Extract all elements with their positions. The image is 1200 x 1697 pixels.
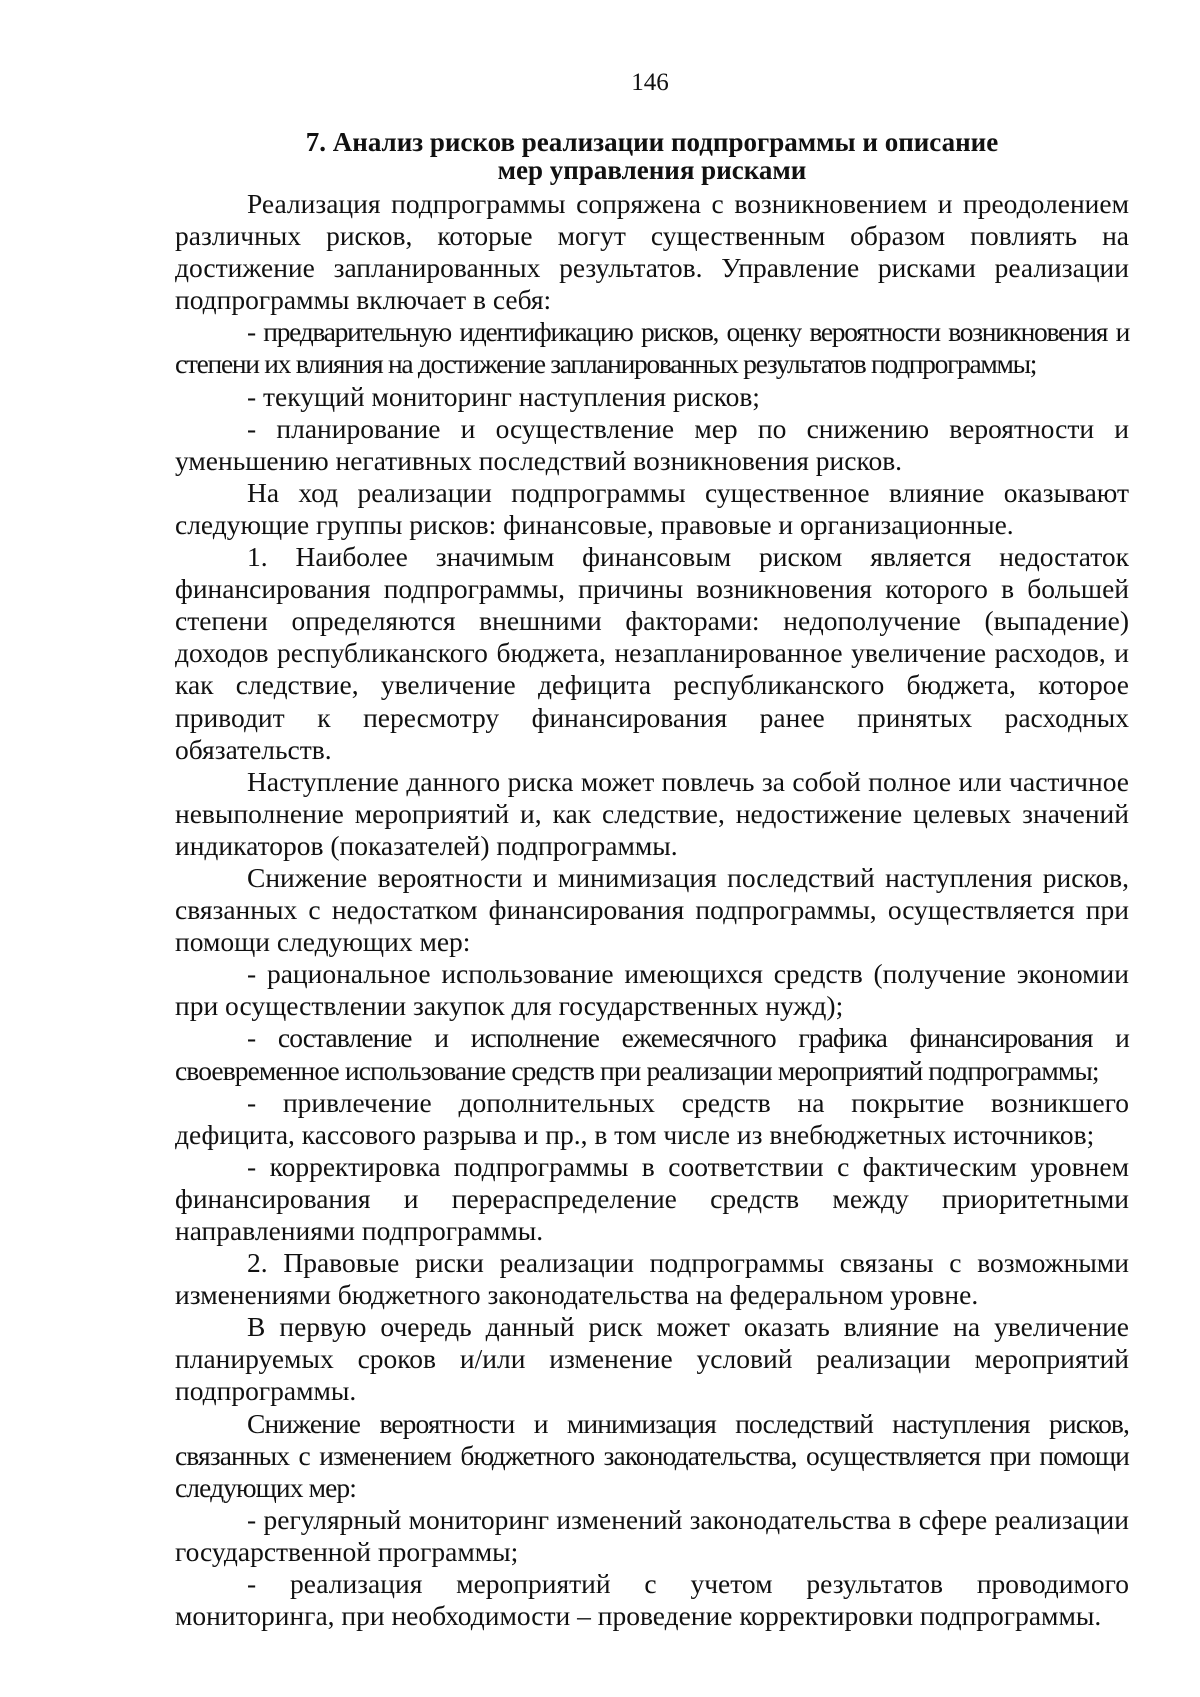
document-body [175, 188, 1129, 1632]
list-item-legal-monitoring: - регулярный мониторинг изменений законодательства в сфере реализации государственной программы; [175, 1503, 1129, 1567]
paragraph-legal-risk: 2. Правовые риски реализации подпрограммы связаны с возможными изменениями бюджетного законодательства на федеральном уровне. [175, 1247, 1129, 1311]
paragraph-legal-measures-intro: Снижение вероятности и минимизация последствий наступления рисков, связанных с изменением бюджетного законодательства, осуществляется при помощи следующих мер: [175, 1407, 1129, 1503]
list-item-implementation-adjustment: - реализация мероприятий с учетом результатов проводимого мониторинга, при необходимости – проведение корректировки подпрограммы. [175, 1568, 1129, 1632]
paragraph-risk-consequences: Наступление данного риска может повлечь за собой полное или частичное невыполнение мероприятий и, как следствие, недостижение целевых значений индикаторов (показателей) подпрограммы. [175, 765, 1129, 861]
list-item-risk-identification: - предварительную идентификацию рисков, оценку вероятности возникновения и степени их влияния на достижение запланированных результатов подпрограммы; [175, 316, 1129, 380]
list-item-additional-funds: - привлечение дополнительных средств на покрытие возникшего дефицита, кассового разрыва и пр., в том числе из внебюджетных источников; [175, 1086, 1129, 1150]
paragraph-financial-risk: 1. Наиболее значимым финансовым риском является недостаток финансирования подпрограммы, причины возникновения которого в большей степени определяются внешними факторами: недополучение (выпадение) доходов республиканского бюджета, незапланированное увеличение расходов, и как следствие, увеличение дефицита республиканского бюджета, которое приводит к пересмотру финансирования ранее принятых расходных обязательств. [175, 541, 1129, 765]
list-item-monthly-schedule: - составление и исполнение ежемесячного графика финансирования и своевременное использование средств при реализации мероприятий подпрограммы; [175, 1022, 1129, 1086]
paragraph-legal-impact: В первую очередь данный риск может оказать влияние на увеличение планируемых сроков и/или изменение условий реализации мероприятий подпрограммы. [175, 1311, 1129, 1407]
list-item-risk-monitoring: - текущий мониторинг наступления рисков; [247, 380, 760, 412]
section-heading-line-2: мер управления рисками [497, 155, 807, 185]
paragraph-risk-groups: На ход реализации подпрограммы существенное влияние оказывают следующие группы рисков: финансовые, правовые и организационные. [175, 476, 1129, 540]
section-heading [175, 128, 1129, 184]
list-item-risk-planning: - планирование и осуществление мер по снижению вероятности и уменьшению негативных последствий возникновения рисков. [175, 412, 1129, 476]
paragraph-financial-measures-intro: Снижение вероятности и минимизация последствий наступления рисков, связанных с недостатком финансирования подпрограммы, осуществляется при помощи следующих мер: [175, 861, 1129, 958]
section-heading-line-1: 7. Анализ рисков реализации подпрограммы и описание [305, 127, 999, 157]
list-item-program-adjustment: - корректировка подпрограммы в соответствии с фактическим уровнем финансирования и перераспределение средств между приоритетными направлениями подпрограммы. [175, 1150, 1129, 1246]
list-item-rational-use: - рациональное использование имеющихся средств (получение экономии при осуществлении закупок для государственных нужд); [175, 958, 1129, 1022]
paragraph-intro: Реализация подпрограммы сопряжена с возникновением и преодолением различных рисков, которые могут существенным образом повлиять на достижение запланированных результатов. Управление рисками реализации подпрограммы включает в себя: [175, 188, 1129, 316]
page-number: 146 [631, 69, 669, 96]
